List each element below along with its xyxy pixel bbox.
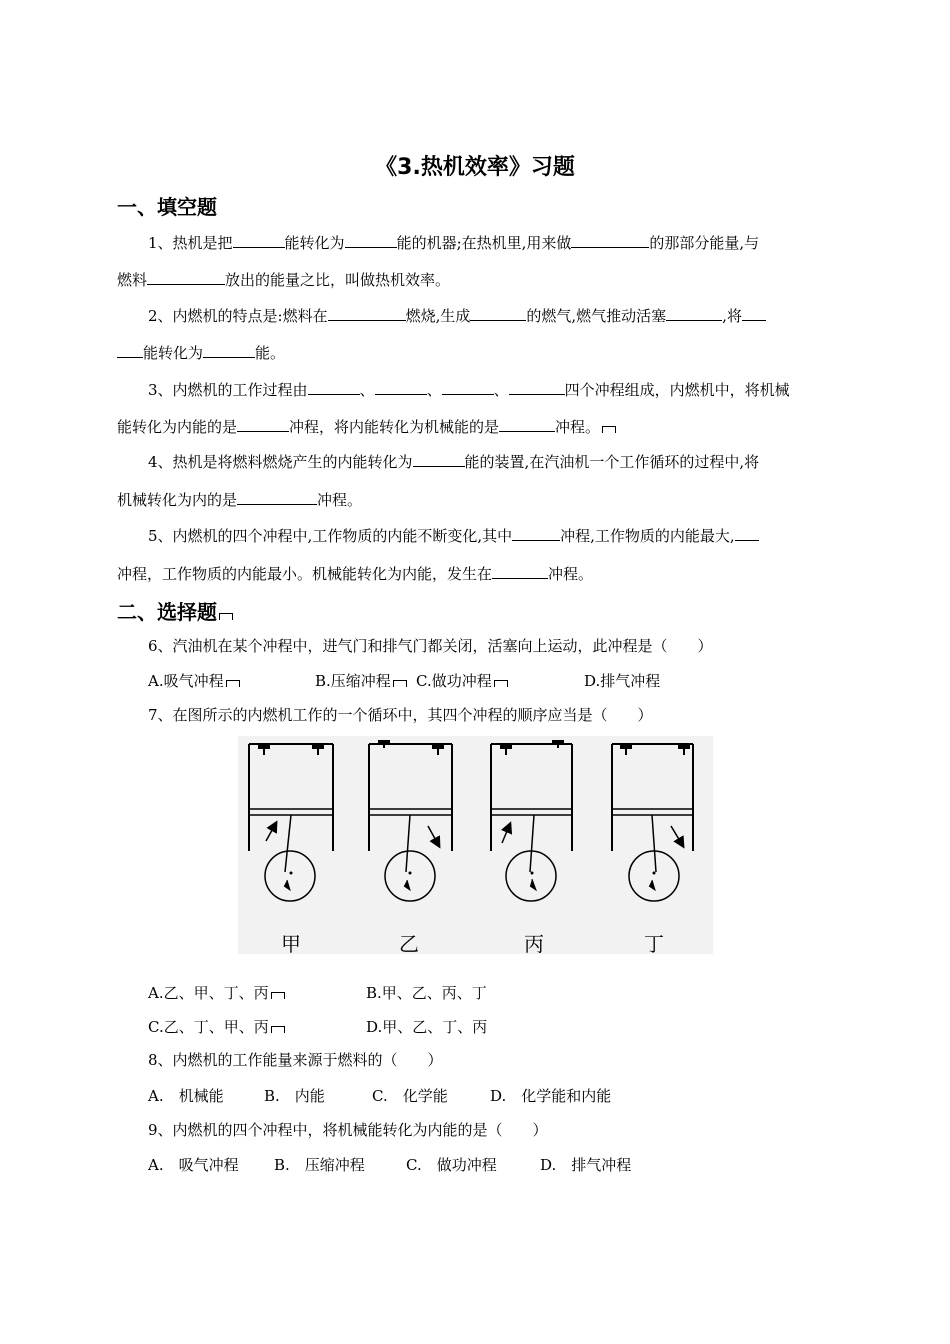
q6-option-b: B.压缩冲程 bbox=[315, 670, 407, 691]
editor-mark-icon bbox=[393, 680, 407, 687]
editor-mark-icon bbox=[271, 1026, 285, 1033]
q8-option-a: A. 机械能 bbox=[148, 1087, 224, 1105]
blank bbox=[492, 564, 548, 579]
blank bbox=[345, 233, 397, 248]
blank bbox=[375, 380, 427, 395]
q6-option-d: D.排气冲程 bbox=[584, 672, 661, 690]
blank bbox=[735, 526, 759, 541]
q7-option-a: A.乙、甲、丁、丙 bbox=[148, 982, 285, 1003]
question-3-line-1: 3、内燃机的工作过程由 、 、 、 四个冲程组成，内燃机中，将机械 bbox=[148, 381, 790, 399]
blank bbox=[499, 417, 555, 432]
question-2-line-2: 能转化为 能。 bbox=[117, 343, 837, 363]
q9-option-b: B. 压缩冲程 bbox=[274, 1156, 365, 1174]
blank bbox=[442, 380, 494, 395]
q9-option-d: D. 排气冲程 bbox=[540, 1156, 632, 1174]
editor-mark-icon bbox=[219, 613, 233, 620]
blank bbox=[666, 306, 722, 321]
question-2-line-1: 2、内燃机的特点是:燃料在 燃烧,生成 的燃气,燃气推动活塞 ,将 bbox=[148, 306, 838, 326]
blank bbox=[512, 526, 560, 541]
q7-option-d: D.甲、乙、丁、丙 bbox=[366, 1018, 488, 1036]
engine-diagram bbox=[238, 736, 713, 954]
editor-mark-icon bbox=[271, 992, 285, 999]
q7-option-b: B.甲、乙、丙、丁 bbox=[366, 984, 487, 1002]
blank bbox=[233, 233, 285, 248]
blank bbox=[147, 270, 225, 285]
question-4-line-2: 机械转化为内的是 冲程。 bbox=[117, 491, 363, 509]
q8-option-d: D. 化学能和内能 bbox=[490, 1087, 612, 1105]
section-multiple-choice: 二、选择题 bbox=[117, 596, 233, 625]
q7-option-c: C.乙、丁、甲、丙 bbox=[148, 1016, 285, 1037]
caption-bing: 丙 bbox=[524, 932, 544, 956]
blank bbox=[237, 417, 289, 432]
q6-option-c: C.做功冲程 bbox=[416, 670, 508, 691]
q6-option-a: A.吸气冲程 bbox=[148, 670, 240, 691]
caption-jia: 甲 bbox=[281, 932, 301, 956]
blank bbox=[237, 490, 317, 505]
question-6-text: 6、汽油机在某个冲程中，进气门和排气门都关闭，活塞向上运动，此冲程是（ ） bbox=[148, 637, 713, 655]
editor-mark-icon bbox=[494, 680, 508, 687]
question-9-text: 9、内燃机的四个冲程中，将机械能转化为内能的是（ ） bbox=[148, 1121, 548, 1139]
question-7-text: 7、在图所示的内燃机工作的一个循环中，其四个冲程的顺序应当是（ ） bbox=[148, 706, 653, 724]
q9-option-a: A. 吸气冲程 bbox=[148, 1156, 239, 1174]
question-8-text: 8、内燃机的工作能量来源于燃料的（ ） bbox=[148, 1051, 443, 1069]
blank bbox=[509, 380, 565, 395]
blank bbox=[117, 343, 143, 358]
q8-option-c: C. 化学能 bbox=[372, 1087, 448, 1105]
section-fill-blank: 一、填空题 bbox=[117, 195, 217, 219]
caption-ding: 丁 bbox=[644, 932, 664, 956]
editor-mark-icon bbox=[226, 680, 240, 687]
question-3-line-2: 能转化为内能的是 冲程，将内能转化为机械能的是 冲程。 bbox=[117, 417, 837, 437]
blank bbox=[413, 452, 465, 467]
engine-strokes-figure bbox=[238, 736, 713, 954]
blank bbox=[571, 233, 649, 248]
question-5-line-2: 冲程，工作物质的内能最小。机械能转化为内能，发生在 冲程。 bbox=[117, 565, 594, 583]
blank bbox=[203, 343, 255, 358]
q8-option-b: B. 内能 bbox=[264, 1087, 325, 1105]
blank bbox=[742, 306, 766, 321]
blank bbox=[470, 306, 526, 321]
question-1-line-2: 燃料 放出的能量之比，叫做热机效率。 bbox=[117, 271, 451, 289]
question-4-line-1: 4、热机是将燃料燃烧产生的内能转化为 能的装置,在汽油机一个工作循环的过程中,将 bbox=[148, 453, 760, 471]
question-5-line-1: 5、内燃机的四个冲程中,工作物质的内能不断变化,其中 冲程,工作物质的内能最大, bbox=[148, 526, 838, 546]
q9-option-c: C. 做功冲程 bbox=[406, 1156, 497, 1174]
blank bbox=[308, 380, 360, 395]
page-title: 《3.热机效率》习题 bbox=[375, 155, 575, 180]
question-1-line-1: 1、热机是把 能转化为 能的机器;在热机里,用来做 的那部分能量,与 bbox=[148, 234, 760, 252]
caption-yi: 乙 bbox=[399, 932, 419, 956]
editor-mark-icon bbox=[602, 426, 616, 433]
blank bbox=[328, 306, 406, 321]
